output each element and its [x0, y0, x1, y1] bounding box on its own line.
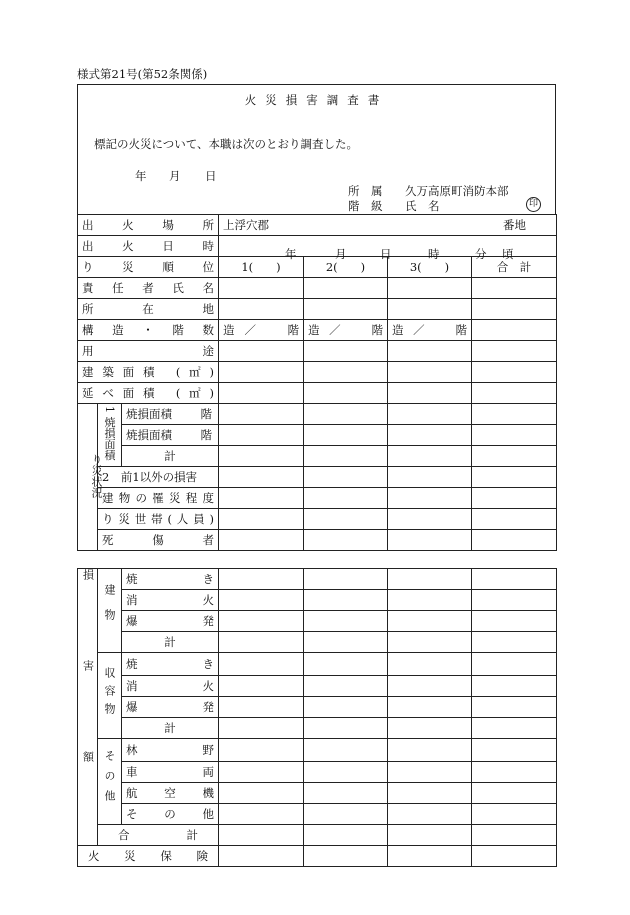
cell[interactable]: [219, 632, 304, 653]
order-total: 合 計: [472, 257, 557, 278]
building-burn: 焼き: [122, 569, 219, 590]
dt-day: 日: [380, 247, 392, 261]
cell[interactable]: [219, 846, 304, 867]
cell[interactable]: [219, 676, 304, 697]
cell[interactable]: [219, 825, 304, 846]
cell[interactable]: [472, 762, 557, 783]
table-row: [78, 488, 557, 509]
contents-label: 収容物: [98, 653, 122, 739]
table-row: [78, 467, 557, 488]
households-label: り災世帯(人員): [98, 509, 219, 530]
fire-datetime-label: 出火日時: [78, 236, 219, 257]
cell[interactable]: [472, 425, 557, 446]
table-row: [78, 783, 557, 804]
cell[interactable]: [304, 718, 388, 739]
insurance-label: 火災保険: [78, 846, 219, 867]
cell[interactable]: [219, 611, 304, 632]
cell[interactable]: [219, 425, 304, 446]
other: その他: [122, 804, 219, 825]
cell[interactable]: [304, 762, 388, 783]
cell[interactable]: [472, 739, 557, 762]
table-row: [78, 236, 557, 257]
cell[interactable]: [304, 569, 388, 590]
cell[interactable]: [304, 446, 388, 467]
table-row: [78, 425, 557, 446]
cell[interactable]: [304, 362, 388, 383]
table-row: [78, 739, 557, 762]
cell[interactable]: [388, 488, 472, 509]
cell[interactable]: [304, 425, 388, 446]
building-subtotal: 計: [122, 632, 219, 653]
cell[interactable]: [304, 383, 388, 404]
table-row: [78, 404, 557, 425]
cell[interactable]: [219, 404, 304, 425]
table-row: [78, 278, 557, 299]
cell[interactable]: [388, 509, 472, 530]
incident-table: [77, 214, 557, 551]
cell[interactable]: [219, 783, 304, 804]
structure-cell-3[interactable]: 造／ 階: [388, 320, 472, 341]
cell[interactable]: [219, 530, 304, 551]
cell[interactable]: [472, 697, 557, 718]
cell[interactable]: [388, 425, 472, 446]
table-row: [78, 611, 557, 632]
cell[interactable]: [472, 825, 557, 846]
building-explosion: 爆発: [122, 611, 219, 632]
form-number: 様式第21号(第52条関係): [77, 67, 208, 81]
rank-label: 階 級: [348, 199, 383, 213]
cell[interactable]: [219, 278, 304, 299]
cell[interactable]: [304, 739, 388, 762]
other-damage-label: 2 前1以外の損害: [98, 467, 219, 488]
cell[interactable]: [388, 404, 472, 425]
cell[interactable]: [472, 299, 557, 320]
cell[interactable]: [472, 569, 557, 590]
cell[interactable]: [472, 320, 557, 341]
cell[interactable]: [388, 278, 472, 299]
table-row: [78, 718, 557, 739]
owner-label: 責任者氏名: [78, 278, 219, 299]
cell[interactable]: [219, 467, 304, 488]
cell[interactable]: [472, 278, 557, 299]
fire-datetime-value[interactable]: [219, 236, 557, 261]
cell[interactable]: [304, 590, 388, 611]
dt-hour: 時: [428, 247, 440, 261]
cell[interactable]: [304, 846, 388, 867]
table-row: [78, 825, 557, 846]
cell[interactable]: [219, 299, 304, 320]
cell[interactable]: [219, 762, 304, 783]
fire-place-value[interactable]: [219, 215, 557, 236]
cell[interactable]: [219, 653, 304, 676]
cell[interactable]: [472, 446, 557, 467]
cell[interactable]: [304, 404, 388, 425]
date-year: 年: [135, 169, 147, 183]
use-label: 用途: [78, 341, 219, 362]
table-row: [78, 320, 557, 341]
cell[interactable]: [388, 446, 472, 467]
cell[interactable]: [388, 467, 472, 488]
structure-cell-2[interactable]: 造／ 階: [304, 320, 388, 341]
contents-explosion: 爆発: [122, 697, 219, 718]
dt-minute: 分: [475, 247, 487, 261]
table-row: [78, 804, 557, 825]
cell[interactable]: [304, 509, 388, 530]
damage-table: [77, 568, 557, 867]
cell[interactable]: [388, 569, 472, 590]
table-row: [78, 299, 557, 320]
cell[interactable]: [388, 653, 472, 676]
seal-mark: 印: [526, 197, 541, 212]
date-day: 日: [205, 169, 217, 183]
table-row: [78, 341, 557, 362]
aircraft: 航空機: [122, 783, 219, 804]
cell[interactable]: [219, 341, 304, 362]
cell[interactable]: [304, 825, 388, 846]
cell[interactable]: [388, 846, 472, 867]
cell[interactable]: [388, 383, 472, 404]
cell[interactable]: [388, 341, 472, 362]
cell[interactable]: [388, 825, 472, 846]
cell[interactable]: [472, 383, 557, 404]
cell[interactable]: [304, 299, 388, 320]
order-2: 2( ): [304, 257, 388, 278]
cell[interactable]: [388, 611, 472, 632]
floor-area-label: 延べ面積 (㎡): [78, 383, 219, 404]
fire-place-suffix: 番地: [503, 218, 527, 232]
burn-area-row-2: 焼損面積 階: [122, 425, 219, 446]
address-label: 所在地: [78, 299, 219, 320]
cell[interactable]: [304, 804, 388, 825]
table-row: [78, 362, 557, 383]
status-outer-label: り災状況: [78, 404, 98, 551]
affiliation-value: 久万高原町消防本部: [405, 184, 509, 198]
cell[interactable]: [472, 590, 557, 611]
table-row: [78, 383, 557, 404]
cell[interactable]: [388, 362, 472, 383]
cell[interactable]: [304, 676, 388, 697]
structure-cell-1[interactable]: 造／ 階: [219, 320, 304, 341]
table-row: [78, 632, 557, 653]
cell[interactable]: [388, 632, 472, 653]
table-row: [78, 509, 557, 530]
cell[interactable]: [219, 739, 304, 762]
cell[interactable]: [388, 804, 472, 825]
cell[interactable]: [304, 611, 388, 632]
cell[interactable]: [388, 762, 472, 783]
intro-text: 標記の火災について、本職は次のとおり調査した。: [94, 137, 359, 151]
damage-outer-label: 損害額: [78, 569, 98, 846]
cell[interactable]: [472, 509, 557, 530]
table-row: [78, 846, 557, 867]
casualties-label: 死傷者: [98, 530, 219, 551]
building-extinguish: 消火: [122, 590, 219, 611]
cell[interactable]: [472, 341, 557, 362]
cell[interactable]: [219, 383, 304, 404]
cell[interactable]: [388, 783, 472, 804]
cell[interactable]: [472, 804, 557, 825]
cell[interactable]: [304, 653, 388, 676]
dt-month: 月: [335, 247, 347, 261]
cell[interactable]: [304, 278, 388, 299]
cell[interactable]: [219, 569, 304, 590]
contents-burn: 焼き: [122, 653, 219, 676]
cell[interactable]: [304, 530, 388, 551]
cell[interactable]: [388, 718, 472, 739]
cell[interactable]: [388, 676, 472, 697]
order-3: 3( ): [388, 257, 472, 278]
structure-label: 構造・階数: [78, 320, 219, 341]
cell[interactable]: [472, 404, 557, 425]
burn-area-vertical: 1 焼損面積: [98, 404, 122, 467]
fire-place-label: 出火場所: [78, 215, 219, 236]
table-row: [78, 653, 557, 676]
cell[interactable]: [304, 341, 388, 362]
cell[interactable]: [304, 488, 388, 509]
contents-extinguish: 消火: [122, 676, 219, 697]
cell[interactable]: [219, 509, 304, 530]
cell[interactable]: [219, 362, 304, 383]
dt-year: 年: [285, 247, 297, 261]
victim-degree-label: 建物の罹災程度: [98, 488, 219, 509]
table-row: [78, 569, 557, 590]
cell[interactable]: [219, 718, 304, 739]
table-row: [78, 676, 557, 697]
order-1: 1( ): [219, 257, 304, 278]
affiliation-label: 所 属: [348, 184, 383, 198]
cell[interactable]: [472, 718, 557, 739]
cell[interactable]: [304, 632, 388, 653]
order-label: り災順位: [78, 257, 219, 278]
contents-subtotal: 計: [122, 718, 219, 739]
others-label: その他: [98, 739, 122, 825]
building-area-label: 建築面積 (㎡): [78, 362, 219, 383]
cell[interactable]: [304, 783, 388, 804]
cell[interactable]: [219, 804, 304, 825]
dt-approx: 頃: [502, 247, 514, 261]
building-label: 建物: [98, 569, 122, 653]
cell[interactable]: [304, 467, 388, 488]
cell[interactable]: [388, 697, 472, 718]
burn-area-subtotal: 計: [122, 446, 219, 467]
cell[interactable]: [472, 783, 557, 804]
table-row: [78, 446, 557, 467]
cell[interactable]: [219, 446, 304, 467]
date-month: 月: [169, 169, 181, 183]
cell[interactable]: [219, 488, 304, 509]
fire-place-district: 上浮穴郡: [223, 218, 270, 232]
cell[interactable]: [388, 590, 472, 611]
cell[interactable]: [388, 739, 472, 762]
cell[interactable]: [472, 653, 557, 676]
cell[interactable]: [388, 299, 472, 320]
form-title: 火災損害調査書: [244, 93, 389, 107]
table-row: [78, 530, 557, 551]
cell[interactable]: [472, 846, 557, 867]
cell[interactable]: [219, 697, 304, 718]
table-row: [78, 215, 557, 236]
cell[interactable]: [472, 488, 557, 509]
form-header: [77, 84, 556, 215]
table-row: [78, 590, 557, 611]
cell[interactable]: [472, 362, 557, 383]
grand-total: 合計: [98, 825, 219, 846]
table-row: [78, 762, 557, 783]
table-row: [78, 697, 557, 718]
burn-area-row-1: 焼損面積 階: [122, 404, 219, 425]
cell[interactable]: [472, 467, 557, 488]
vehicle: 車両: [122, 762, 219, 783]
cell[interactable]: [472, 632, 557, 653]
cell[interactable]: [472, 530, 557, 551]
cell[interactable]: [388, 530, 472, 551]
forest: 林野: [122, 739, 219, 762]
cell[interactable]: [219, 590, 304, 611]
cell[interactable]: [304, 697, 388, 718]
cell[interactable]: [472, 611, 557, 632]
name-label: 氏 名: [405, 199, 440, 213]
cell[interactable]: [472, 676, 557, 697]
